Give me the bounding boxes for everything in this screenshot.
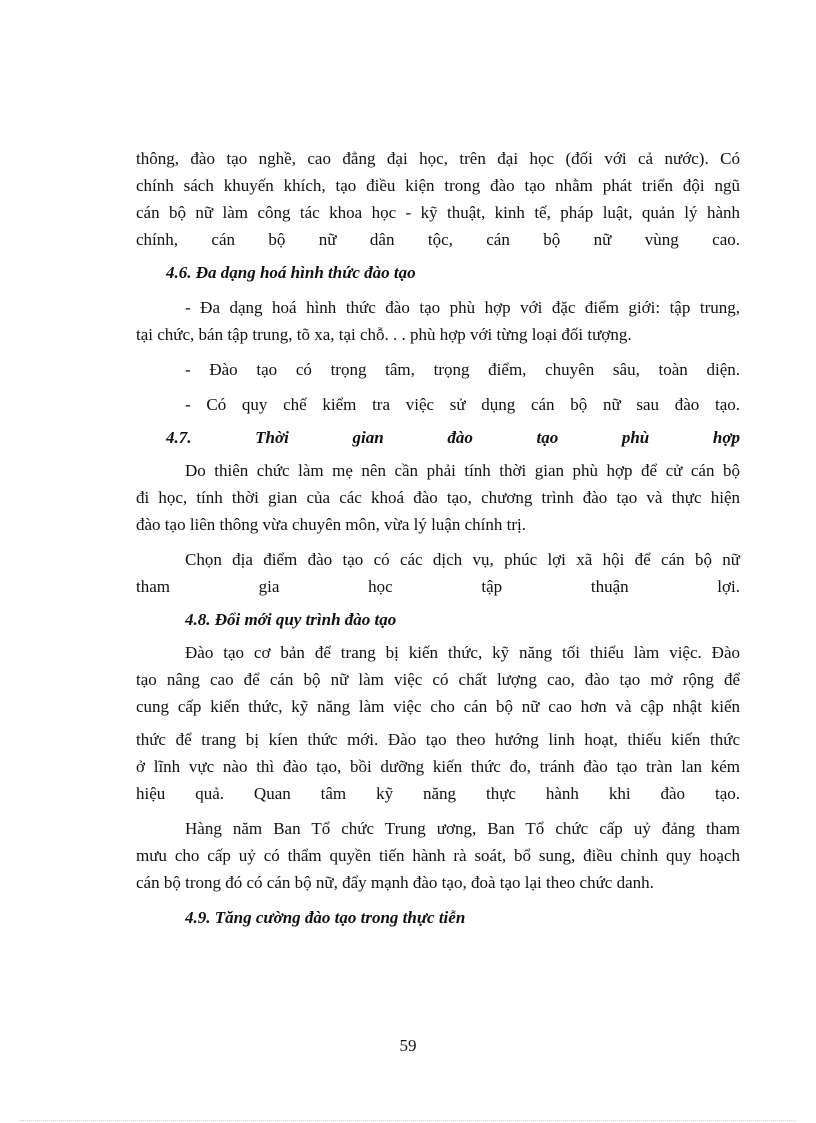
text-line: thức để trang bị kíen thức mới. Đào tạo theo hướng linh hoạt, thiếu kiến thức [136, 730, 740, 749]
text-line: cán bộ trong đó có cán bộ nữ, đẩy mạnh đào tạo, đoà tạo lại theo chức danh. [136, 873, 654, 892]
text-line: cán bộ nữ làm công tác khoa học - kỹ thuật, kinh tế, pháp luật, quản lý hành [136, 203, 740, 222]
paragraph-4-7-b [136, 546, 740, 600]
text-line: đào tạo liên thông vừa chuyên môn, vừa lý luận chính trị. [136, 515, 526, 534]
text-line: tạo nâng cao để cán bộ nữ làm việc có chất lượng cao, đào tạo mở rộng để [136, 670, 740, 689]
text-line: thông, đào tạo nghề, cao đẳng đại học, trên đại học (đối với cả nước). Có [136, 149, 740, 168]
paragraph-4-7-a [136, 457, 740, 538]
page-number: 59 [399, 1036, 417, 1055]
text-line: Chọn địa điểm đào tạo có các dịch vụ, phúc lợi xã hội để cán bộ nữ [185, 550, 740, 569]
section-heading-4-9: 4.9. Tăng cường đào tạo trong thực tiễn [185, 908, 466, 927]
page-body [136, 145, 740, 931]
intro-paragraph [136, 145, 740, 253]
text-line: mưu cho cấp uỷ có thẩm quyền tiến hành rà soát, bổ sung, điều chỉnh quy hoạch [136, 846, 740, 865]
text-line: tại chức, bán tập trung, tõ xa, tại chỗ. . . phù hợp với từng loại đối tượng. [136, 325, 632, 344]
bullet-4-6-c: - Có quy chế kiểm tra việc sử dụng cán bộ nữ sau đào tạo. [185, 395, 740, 414]
text-line: - Đa dạng hoá hình thức đào tạo phù hợp với đặc điểm giới: tập trung, [185, 298, 740, 317]
section-heading-4-7: 4.7. Thời gian đào tạo phù hợp [166, 428, 740, 447]
text-line: Do thiên chức làm mẹ nên cần phải tính thời gian phù hợp để cử cán bộ [185, 461, 740, 480]
text-line: Đào tạo cơ bản để trang bị kiến thức, kỹ năng tối thiểu làm việc. Đào [185, 643, 740, 662]
paragraph-4-8-a [136, 639, 740, 807]
bullet-4-6-b: - Đào tạo có trọng tâm, trọng điểm, chuyên sâu, toàn diện. [185, 360, 740, 379]
text-line: chính sách khuyến khích, tạo điều kiện trong đào tạo nhằm phát triển đội ngũ [136, 176, 740, 195]
section-heading-4-6: 4.6. Đa dạng hoá hình thức đào tạo [166, 263, 416, 282]
text-line: cung cấp kiến thức, kỹ năng làm việc cho cán bộ nữ cao hơn và cập nhật kiến [136, 697, 740, 716]
paragraph-4-8-b [136, 815, 740, 896]
section-heading-4-8: 4.8. Đổi mới quy trình đào tạo [185, 610, 397, 629]
bullet-4-6-a [136, 294, 740, 348]
text-line: Hàng năm Ban Tổ chức Trung ương, Ban Tổ chức cấp uỷ đảng tham [185, 819, 740, 838]
text-line: chính, cán bộ nữ dân tộc, cán bộ nữ vùng cao. [136, 230, 740, 249]
text-line: đi học, tính thời gian của các khoá đào tạo, chương trình đào tạo và thực hiện [136, 488, 740, 507]
text-line: tham gia học tập thuận lợi. [136, 577, 740, 596]
page-bottom-divider [20, 1120, 796, 1121]
text-line: ở lĩnh vực nào thì đào tạo, bồi dưỡng kiến thức đo, tránh đào tạo tràn lan kém [136, 757, 740, 776]
text-line: hiệu quả. Quan tâm kỹ năng thực hành khi đào tạo. [136, 784, 740, 803]
